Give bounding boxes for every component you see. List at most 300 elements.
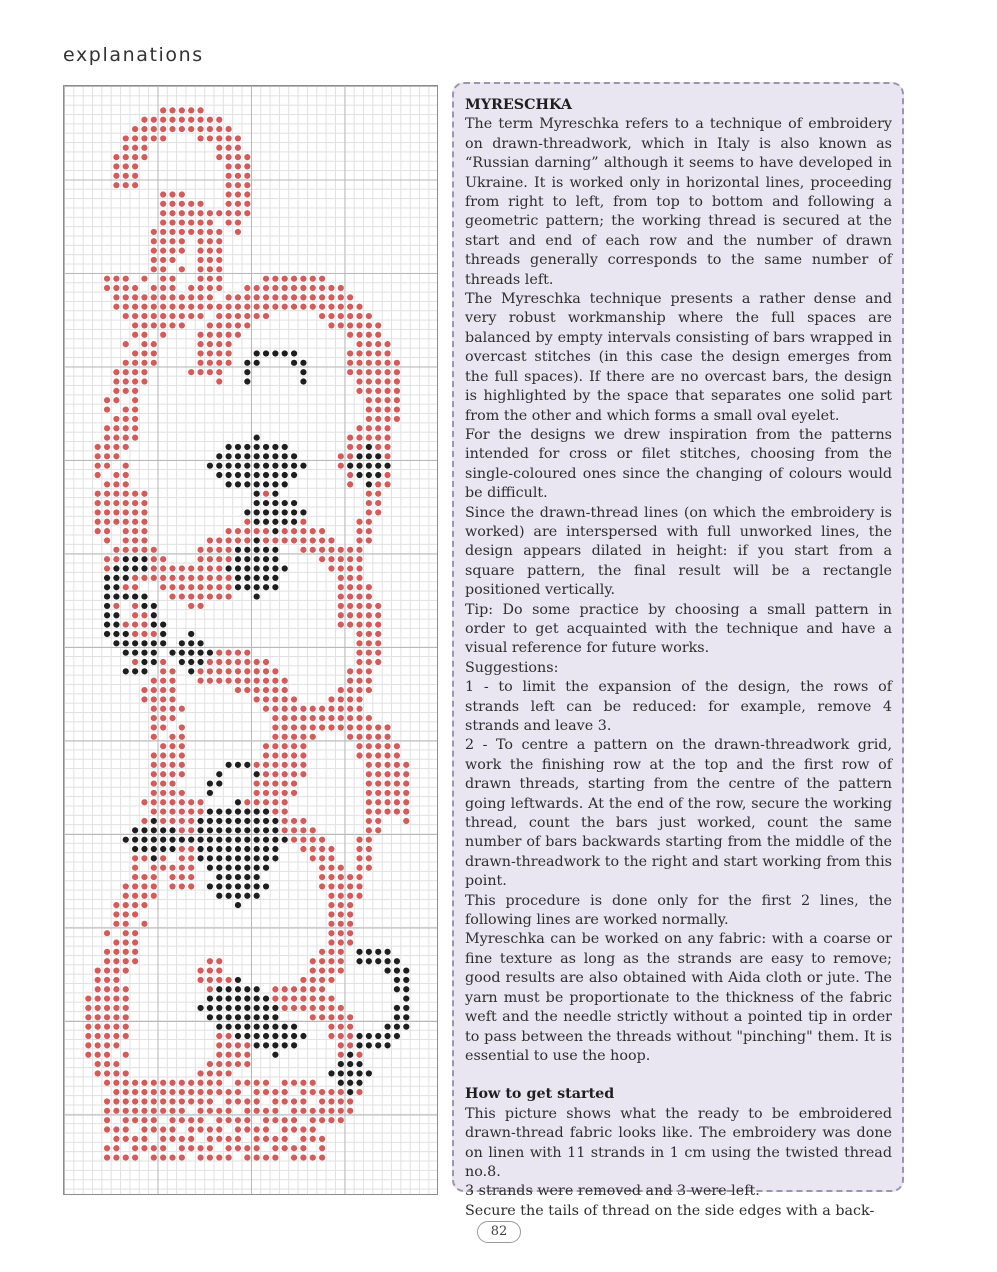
red-stitch-dot bbox=[272, 752, 278, 758]
red-stitch-dot bbox=[104, 1117, 110, 1123]
black-stitch-dot bbox=[272, 481, 278, 487]
black-stitch-dot bbox=[366, 453, 372, 459]
black-stitch-dot bbox=[244, 865, 250, 871]
red-stitch-dot bbox=[356, 593, 362, 599]
black-stitch-dot bbox=[300, 463, 306, 469]
black-stitch-dot bbox=[272, 827, 278, 833]
black-stitch-dot bbox=[235, 1014, 241, 1020]
black-stitch-dot bbox=[366, 481, 372, 487]
red-stitch-dot bbox=[263, 1126, 269, 1132]
red-stitch-dot bbox=[113, 949, 119, 955]
red-stitch-dot bbox=[282, 1005, 288, 1011]
red-stitch-dot bbox=[216, 135, 222, 141]
red-stitch-dot bbox=[160, 659, 166, 665]
red-stitch-dot bbox=[226, 135, 232, 141]
red-stitch-dot bbox=[272, 1098, 278, 1104]
red-stitch-dot bbox=[310, 986, 316, 992]
red-stitch-dot bbox=[310, 1108, 316, 1114]
red-stitch-dot bbox=[384, 752, 390, 758]
black-stitch-dot bbox=[347, 1089, 353, 1095]
red-stitch-dot bbox=[197, 977, 203, 983]
red-stitch-dot bbox=[113, 1042, 119, 1048]
red-stitch-dot bbox=[235, 154, 241, 160]
red-stitch-dot bbox=[394, 369, 400, 375]
red-stitch-dot bbox=[310, 1136, 316, 1142]
red-stitch-dot bbox=[132, 173, 138, 179]
red-stitch-dot bbox=[282, 1136, 288, 1142]
black-stitch-dot bbox=[356, 958, 362, 964]
red-stitch-dot bbox=[328, 1014, 334, 1020]
black-stitch-dot bbox=[132, 846, 138, 852]
black-stitch-dot bbox=[254, 360, 260, 366]
black-stitch-dot bbox=[254, 1033, 260, 1039]
red-stitch-dot bbox=[151, 1080, 157, 1086]
red-stitch-dot bbox=[132, 865, 138, 871]
black-stitch-dot bbox=[403, 986, 409, 992]
red-stitch-dot bbox=[263, 790, 269, 796]
red-stitch-dot bbox=[319, 986, 325, 992]
black-stitch-dot bbox=[272, 575, 278, 581]
red-stitch-dot bbox=[132, 313, 138, 319]
red-stitch-dot bbox=[366, 622, 372, 628]
red-stitch-dot bbox=[356, 837, 362, 843]
black-stitch-dot bbox=[263, 1014, 269, 1020]
red-stitch-dot bbox=[328, 977, 334, 983]
black-stitch-dot bbox=[235, 575, 241, 581]
red-stitch-dot bbox=[319, 865, 325, 871]
red-stitch-dot bbox=[132, 126, 138, 132]
red-stitch-dot bbox=[300, 285, 306, 291]
red-stitch-dot bbox=[197, 341, 203, 347]
red-stitch-dot bbox=[263, 780, 269, 786]
black-stitch-dot bbox=[356, 453, 362, 459]
red-stitch-dot bbox=[366, 752, 372, 758]
black-stitch-dot bbox=[226, 463, 232, 469]
black-stitch-dot bbox=[254, 996, 260, 1002]
red-stitch-dot bbox=[151, 1117, 157, 1123]
red-stitch-dot bbox=[179, 126, 185, 132]
red-stitch-dot bbox=[226, 1052, 232, 1058]
red-stitch-dot bbox=[394, 388, 400, 394]
red-stitch-dot bbox=[328, 537, 334, 543]
red-stitch-dot bbox=[123, 145, 129, 151]
red-stitch-dot bbox=[226, 154, 232, 160]
red-stitch-dot bbox=[403, 818, 409, 824]
red-stitch-dot bbox=[263, 537, 269, 543]
black-stitch-dot bbox=[123, 650, 129, 656]
red-stitch-dot bbox=[328, 865, 334, 871]
red-stitch-dot bbox=[104, 565, 110, 571]
black-stitch-dot bbox=[254, 575, 260, 581]
red-stitch-dot bbox=[113, 547, 119, 553]
red-stitch-dot bbox=[179, 191, 185, 197]
red-stitch-dot bbox=[207, 977, 213, 983]
black-stitch-dot bbox=[263, 444, 269, 450]
red-stitch-dot bbox=[263, 678, 269, 684]
red-stitch-dot bbox=[188, 294, 194, 300]
red-stitch-dot bbox=[328, 855, 334, 861]
red-stitch-dot bbox=[235, 191, 241, 197]
red-stitch-dot bbox=[169, 780, 175, 786]
red-stitch-dot bbox=[160, 285, 166, 291]
red-stitch-dot bbox=[291, 743, 297, 749]
red-stitch-dot bbox=[272, 724, 278, 730]
red-stitch-dot bbox=[235, 1061, 241, 1067]
red-stitch-dot bbox=[132, 893, 138, 899]
red-stitch-dot bbox=[169, 1154, 175, 1160]
red-stitch-dot bbox=[328, 911, 334, 917]
red-stitch-dot bbox=[282, 1080, 288, 1086]
black-stitch-dot bbox=[244, 472, 250, 478]
red-stitch-dot bbox=[226, 575, 232, 581]
black-stitch-dot bbox=[216, 996, 222, 1002]
red-stitch-dot bbox=[123, 294, 129, 300]
black-stitch-dot bbox=[151, 650, 157, 656]
black-stitch-dot bbox=[244, 360, 250, 366]
black-stitch-dot bbox=[226, 827, 232, 833]
red-stitch-dot bbox=[338, 304, 344, 310]
black-stitch-dot bbox=[394, 958, 400, 964]
red-stitch-dot bbox=[169, 107, 175, 113]
red-stitch-dot bbox=[235, 659, 241, 665]
red-stitch-dot bbox=[216, 650, 222, 656]
red-stitch-dot bbox=[141, 893, 147, 899]
red-stitch-dot bbox=[226, 537, 232, 543]
red-stitch-dot bbox=[263, 491, 269, 497]
red-stitch-dot bbox=[132, 332, 138, 338]
red-stitch-dot bbox=[179, 322, 185, 328]
black-stitch-dot bbox=[244, 1005, 250, 1011]
red-stitch-dot bbox=[113, 481, 119, 487]
red-stitch-dot bbox=[366, 603, 372, 609]
black-stitch-dot bbox=[207, 865, 213, 871]
red-stitch-dot bbox=[272, 678, 278, 684]
red-stitch-dot bbox=[104, 463, 110, 469]
red-stitch-dot bbox=[132, 603, 138, 609]
red-stitch-dot bbox=[338, 883, 344, 889]
red-stitch-dot bbox=[169, 715, 175, 721]
red-stitch-dot bbox=[104, 1052, 110, 1058]
red-stitch-dot bbox=[310, 285, 316, 291]
red-stitch-dot bbox=[95, 509, 101, 515]
red-stitch-dot bbox=[207, 229, 213, 235]
red-stitch-dot bbox=[104, 481, 110, 487]
black-stitch-dot bbox=[282, 472, 288, 478]
red-stitch-dot bbox=[95, 1042, 101, 1048]
red-stitch-dot bbox=[179, 575, 185, 581]
red-stitch-dot bbox=[291, 1098, 297, 1104]
black-stitch-dot bbox=[216, 463, 222, 469]
red-stitch-dot bbox=[113, 472, 119, 478]
red-stitch-dot bbox=[366, 388, 372, 394]
red-stitch-dot bbox=[141, 1089, 147, 1095]
red-stitch-dot bbox=[132, 388, 138, 394]
red-stitch-dot bbox=[328, 874, 334, 880]
red-stitch-dot bbox=[282, 724, 288, 730]
red-stitch-dot bbox=[141, 575, 147, 581]
red-stitch-dot bbox=[207, 276, 213, 282]
red-stitch-dot bbox=[132, 1145, 138, 1151]
black-stitch-dot bbox=[356, 1070, 362, 1076]
red-stitch-dot bbox=[300, 1145, 306, 1151]
red-stitch-dot bbox=[188, 603, 194, 609]
red-stitch-dot bbox=[179, 1098, 185, 1104]
red-stitch-dot bbox=[123, 1089, 129, 1095]
red-stitch-dot bbox=[366, 809, 372, 815]
black-stitch-dot bbox=[179, 650, 185, 656]
red-stitch-dot bbox=[272, 304, 278, 310]
red-stitch-dot bbox=[132, 1154, 138, 1160]
red-stitch-dot bbox=[216, 547, 222, 553]
red-stitch-dot bbox=[179, 762, 185, 768]
black-stitch-dot bbox=[254, 481, 260, 487]
red-stitch-dot bbox=[141, 145, 147, 151]
black-stitch-dot bbox=[403, 1005, 409, 1011]
red-stitch-dot bbox=[300, 537, 306, 543]
black-stitch-dot bbox=[356, 1033, 362, 1039]
page-number: 82 bbox=[477, 1221, 521, 1243]
black-stitch-dot bbox=[235, 1033, 241, 1039]
black-stitch-dot bbox=[216, 874, 222, 880]
red-stitch-dot bbox=[226, 1108, 232, 1114]
black-stitch-dot bbox=[263, 865, 269, 871]
red-stitch-dot bbox=[113, 1098, 119, 1104]
red-stitch-dot bbox=[366, 724, 372, 730]
red-stitch-dot bbox=[347, 1098, 353, 1104]
red-stitch-dot bbox=[160, 126, 166, 132]
black-stitch-dot bbox=[141, 650, 147, 656]
black-stitch-dot bbox=[384, 463, 390, 469]
red-stitch-dot bbox=[216, 958, 222, 964]
red-stitch-dot bbox=[291, 537, 297, 543]
red-stitch-dot bbox=[356, 865, 362, 871]
red-stitch-dot bbox=[291, 827, 297, 833]
red-stitch-dot bbox=[375, 780, 381, 786]
red-stitch-dot bbox=[300, 528, 306, 534]
red-stitch-dot bbox=[123, 360, 129, 366]
red-stitch-dot bbox=[160, 107, 166, 113]
red-stitch-dot bbox=[123, 1033, 129, 1039]
black-stitch-dot bbox=[216, 883, 222, 889]
red-stitch-dot bbox=[394, 416, 400, 422]
section-header: explanations bbox=[63, 44, 204, 66]
red-stitch-dot bbox=[123, 584, 129, 590]
red-stitch-dot bbox=[319, 294, 325, 300]
red-stitch-dot bbox=[151, 1108, 157, 1114]
red-stitch-dot bbox=[104, 528, 110, 534]
red-stitch-dot bbox=[366, 837, 372, 843]
red-stitch-dot bbox=[216, 1080, 222, 1086]
red-stitch-dot bbox=[366, 827, 372, 833]
red-stitch-dot bbox=[95, 977, 101, 983]
red-stitch-dot bbox=[291, 696, 297, 702]
red-stitch-dot bbox=[160, 1108, 166, 1114]
red-stitch-dot bbox=[244, 1080, 250, 1086]
red-stitch-dot bbox=[151, 715, 157, 721]
red-stitch-dot bbox=[319, 537, 325, 543]
red-stitch-dot bbox=[300, 706, 306, 712]
black-stitch-dot bbox=[235, 565, 241, 571]
red-stitch-dot bbox=[347, 724, 353, 730]
black-stitch-dot bbox=[123, 575, 129, 581]
red-stitch-dot bbox=[179, 201, 185, 207]
black-stitch-dot bbox=[160, 827, 166, 833]
red-stitch-dot bbox=[338, 1005, 344, 1011]
red-stitch-dot bbox=[235, 135, 241, 141]
red-stitch-dot bbox=[226, 1033, 232, 1039]
paragraph-inspiration: For the designs we drew inspiration from the patterns intended for cross or filet stitches, choosing from the single-coloured ones since the changing of colours would be difficult. bbox=[465, 426, 892, 502]
red-stitch-dot bbox=[235, 1080, 241, 1086]
black-stitch-dot bbox=[254, 584, 260, 590]
red-stitch-dot bbox=[151, 865, 157, 871]
red-stitch-dot bbox=[113, 996, 119, 1002]
red-stitch-dot bbox=[291, 771, 297, 777]
red-stitch-dot bbox=[132, 659, 138, 665]
red-stitch-dot bbox=[141, 799, 147, 805]
black-stitch-dot bbox=[141, 837, 147, 843]
red-stitch-dot bbox=[123, 276, 129, 282]
red-stitch-dot bbox=[169, 1098, 175, 1104]
red-stitch-dot bbox=[141, 332, 147, 338]
red-stitch-dot bbox=[366, 659, 372, 665]
red-stitch-dot bbox=[207, 1145, 213, 1151]
black-stitch-dot bbox=[132, 650, 138, 656]
black-stitch-dot bbox=[263, 463, 269, 469]
red-stitch-dot bbox=[132, 135, 138, 141]
red-stitch-dot bbox=[197, 135, 203, 141]
red-stitch-dot bbox=[151, 631, 157, 637]
black-stitch-dot bbox=[141, 659, 147, 665]
red-stitch-dot bbox=[123, 1126, 129, 1132]
red-stitch-dot bbox=[338, 911, 344, 917]
red-stitch-dot bbox=[356, 678, 362, 684]
red-stitch-dot bbox=[132, 1098, 138, 1104]
red-stitch-dot bbox=[291, 276, 297, 282]
red-stitch-dot bbox=[188, 1089, 194, 1095]
red-stitch-dot bbox=[338, 715, 344, 721]
red-stitch-dot bbox=[104, 1098, 110, 1104]
red-stitch-dot bbox=[272, 1108, 278, 1114]
red-stitch-dot bbox=[244, 668, 250, 674]
red-stitch-dot bbox=[244, 191, 250, 197]
black-stitch-dot bbox=[151, 640, 157, 646]
red-stitch-dot bbox=[338, 706, 344, 712]
red-stitch-dot bbox=[113, 491, 119, 497]
red-stitch-dot bbox=[179, 210, 185, 216]
black-stitch-dot bbox=[282, 837, 288, 843]
black-stitch-dot bbox=[216, 1024, 222, 1030]
red-stitch-dot bbox=[207, 360, 213, 366]
black-stitch-dot bbox=[216, 780, 222, 786]
red-stitch-dot bbox=[244, 173, 250, 179]
red-stitch-dot bbox=[95, 1024, 101, 1030]
red-stitch-dot bbox=[310, 724, 316, 730]
red-stitch-dot bbox=[328, 1024, 334, 1030]
black-stitch-dot bbox=[366, 949, 372, 955]
red-stitch-dot bbox=[263, 285, 269, 291]
red-stitch-dot bbox=[113, 603, 119, 609]
red-stitch-dot bbox=[375, 734, 381, 740]
red-stitch-dot bbox=[151, 294, 157, 300]
red-stitch-dot bbox=[160, 575, 166, 581]
red-stitch-dot bbox=[347, 481, 353, 487]
black-stitch-dot bbox=[207, 883, 213, 889]
red-stitch-dot bbox=[216, 1154, 222, 1160]
red-stitch-dot bbox=[207, 248, 213, 254]
paragraph-secure-tails: Secure the tails of thread on the side edges with a back- bbox=[465, 1202, 875, 1219]
black-stitch-dot bbox=[169, 846, 175, 852]
red-stitch-dot bbox=[282, 678, 288, 684]
red-stitch-dot bbox=[403, 809, 409, 815]
red-stitch-dot bbox=[104, 967, 110, 973]
red-stitch-dot bbox=[282, 1117, 288, 1123]
red-stitch-dot bbox=[319, 285, 325, 291]
red-stitch-dot bbox=[394, 790, 400, 796]
black-stitch-dot bbox=[254, 1005, 260, 1011]
red-stitch-dot bbox=[179, 294, 185, 300]
red-stitch-dot bbox=[197, 238, 203, 244]
red-stitch-dot bbox=[235, 304, 241, 310]
red-stitch-dot bbox=[123, 528, 129, 534]
red-stitch-dot bbox=[356, 640, 362, 646]
black-stitch-dot bbox=[272, 846, 278, 852]
black-stitch-dot bbox=[254, 500, 260, 506]
red-stitch-dot bbox=[366, 668, 372, 674]
black-stitch-dot bbox=[254, 837, 260, 843]
black-stitch-dot bbox=[328, 1070, 334, 1076]
black-stitch-dot bbox=[197, 659, 203, 665]
black-stitch-dot bbox=[254, 547, 260, 553]
red-stitch-dot bbox=[384, 453, 390, 459]
red-stitch-dot bbox=[282, 780, 288, 786]
red-stitch-dot bbox=[375, 752, 381, 758]
red-stitch-dot bbox=[328, 949, 334, 955]
red-stitch-dot bbox=[132, 855, 138, 861]
red-stitch-dot bbox=[141, 135, 147, 141]
explanation-panel bbox=[452, 82, 904, 1219]
red-stitch-dot bbox=[319, 715, 325, 721]
red-stitch-dot bbox=[95, 986, 101, 992]
black-stitch-dot bbox=[263, 846, 269, 852]
black-stitch-dot bbox=[244, 463, 250, 469]
red-stitch-dot bbox=[160, 687, 166, 693]
black-stitch-dot bbox=[282, 1024, 288, 1030]
red-stitch-dot bbox=[319, 1108, 325, 1114]
black-stitch-dot bbox=[263, 818, 269, 824]
black-stitch-dot bbox=[216, 1014, 222, 1020]
red-stitch-dot bbox=[169, 1117, 175, 1123]
black-stitch-dot bbox=[403, 967, 409, 973]
red-stitch-dot bbox=[141, 509, 147, 515]
red-stitch-dot bbox=[356, 584, 362, 590]
red-stitch-dot bbox=[169, 210, 175, 216]
black-stitch-dot bbox=[375, 472, 381, 478]
black-stitch-dot bbox=[272, 453, 278, 459]
red-stitch-dot bbox=[338, 294, 344, 300]
red-stitch-dot bbox=[113, 519, 119, 525]
red-stitch-dot bbox=[207, 350, 213, 356]
black-stitch-dot bbox=[216, 837, 222, 843]
red-stitch-dot bbox=[319, 724, 325, 730]
black-stitch-dot bbox=[226, 996, 232, 1002]
red-stitch-dot bbox=[394, 378, 400, 384]
red-stitch-dot bbox=[254, 799, 260, 805]
black-stitch-dot bbox=[123, 668, 129, 674]
black-stitch-dot bbox=[197, 846, 203, 852]
black-stitch-dot bbox=[197, 818, 203, 824]
red-stitch-dot bbox=[197, 1070, 203, 1076]
red-stitch-dot bbox=[104, 276, 110, 282]
